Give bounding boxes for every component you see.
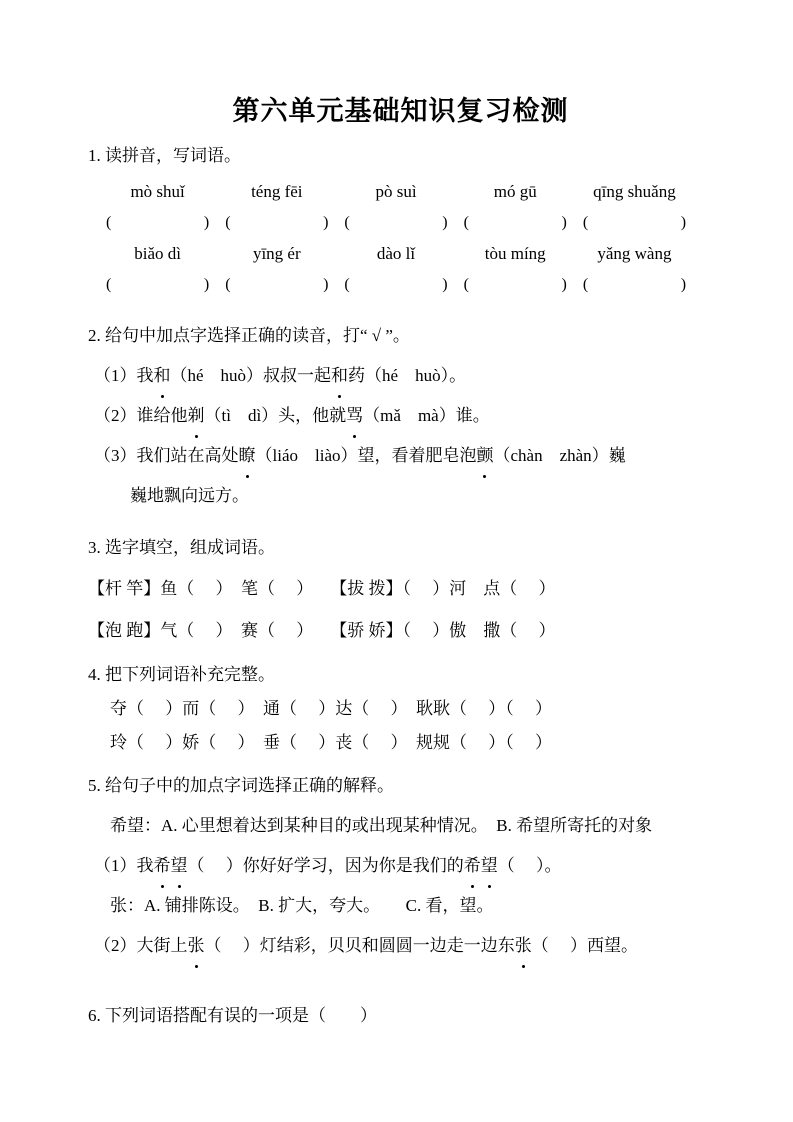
q5-definition-zhang: 张：A. 铺排陈设。 B. 扩大，夸大。 C. 看，望。	[110, 896, 494, 915]
paren-open: (	[344, 276, 350, 293]
dotted-char: 瞭	[239, 436, 256, 476]
text-segment: （chàn zhàn）巍	[493, 446, 626, 465]
paren-close: )	[442, 276, 448, 293]
dotted-char: 张	[188, 926, 205, 966]
paren-open: (	[344, 214, 350, 231]
q1-pinyin-row-1	[98, 176, 694, 208]
answer-blank	[456, 208, 575, 238]
answer-blank	[98, 208, 217, 238]
text-segment: （hé huò）叔叔一起	[170, 366, 332, 385]
dotted-char: 张	[515, 926, 532, 966]
q2-item-3-line-1	[94, 436, 713, 476]
paren-close: )	[561, 276, 567, 293]
answer-blank	[575, 270, 694, 300]
pinyin-word: yīng ér	[252, 244, 301, 263]
q5-definition-xiwang: 希望：A. 心里想着达到某种目的或出现某种情况。 B. 希望所寄托的对象	[110, 816, 653, 835]
paren-close: )	[203, 276, 210, 293]
text-segment: （liáo liào）望，看着肥皂泡	[255, 446, 477, 465]
text-segment: 药（hé huò）。	[348, 366, 467, 385]
text-segment: （3）我们站在高处	[94, 446, 239, 465]
answer-blank	[336, 208, 455, 238]
text-segment: 巍地飘向远方。	[130, 486, 249, 505]
q2-item-2	[94, 396, 713, 436]
dotted-char: 颤	[476, 436, 493, 476]
q2-label: 2. 给句中加点字选择正确的读音，打“ √ ”。	[88, 326, 410, 345]
q4-row-2: 玲（ ）娇（ ） 垂（ ）丧（ ） 规规（ ）（ ）	[110, 733, 552, 752]
paren-open: (	[463, 276, 469, 293]
q5-label: 5. 给句子中的加点字词选择正确的解释。	[88, 776, 394, 795]
dotted-char: 希	[154, 846, 171, 886]
q2-item-1	[94, 356, 713, 396]
paren-close: )	[323, 214, 329, 231]
text-segment: （ ）灯结彩，贝贝和圆圆一边走一边东	[204, 936, 515, 955]
dotted-char: 望	[481, 846, 498, 886]
q1-pinyin-row-2	[98, 238, 694, 270]
paren-close: )	[442, 214, 448, 231]
paren-open: (	[225, 214, 231, 231]
q1-blank-row-2	[98, 270, 694, 300]
dotted-char: 和	[154, 356, 171, 396]
q1-label: 1. 读拼音，写词语。	[88, 146, 241, 165]
pinyin-word: mó gū	[493, 182, 537, 201]
q3-label: 3. 选字填空，组成词语。	[88, 538, 275, 557]
text-segment: （ ）。	[497, 856, 562, 875]
answer-blank	[336, 270, 455, 300]
pinyin-word: yǎng wàng	[597, 244, 672, 263]
dotted-char: 望	[171, 846, 188, 886]
paren-open: (	[463, 214, 469, 231]
q4-label: 4. 把下列词语补充完整。	[88, 665, 275, 684]
paren-close: )	[323, 276, 329, 293]
text-segment: （2）大街上	[94, 936, 188, 955]
answer-blank	[456, 270, 575, 300]
q5-item-1	[94, 846, 713, 886]
pinyin-word: dào lǐ	[376, 244, 416, 263]
paren-open: (	[106, 276, 112, 293]
pinyin-word: téng fēi	[251, 182, 303, 201]
pinyin-word: mò shuǐ	[130, 182, 185, 201]
q3-row-1: 【杆 竿】鱼（ ） 笔（ ） 【拔 拨】（ ）河 点（ ）	[88, 579, 556, 598]
pinyin-word: biǎo dì	[134, 244, 181, 263]
q1-blank-row-1	[98, 208, 694, 238]
text-segment: （1）我	[94, 856, 154, 875]
answer-blank	[217, 270, 336, 300]
text-segment: （2）谁给他	[94, 406, 188, 425]
paren-open: (	[582, 214, 589, 231]
text-segment: （ ）西望。	[531, 936, 638, 955]
paren-open: (	[582, 276, 589, 293]
q5-item-2	[94, 926, 713, 966]
pinyin-word: pò suì	[375, 182, 417, 201]
text-segment: （ ）你好好学习，因为你是我们的	[187, 856, 464, 875]
answer-blank	[217, 208, 336, 238]
page-title: 第六单元基础知识复习检测	[232, 96, 569, 126]
paren-close: )	[561, 214, 567, 231]
q2-item-3-line-2	[130, 476, 713, 516]
paren-open: (	[225, 276, 231, 293]
text-segment: （tì dì）头，他就	[204, 406, 347, 425]
dotted-char: 骂	[346, 396, 363, 436]
paren-close: )	[680, 214, 687, 231]
dotted-char: 和	[331, 356, 348, 396]
text-segment: （1）我	[94, 366, 154, 385]
paren-close: )	[203, 214, 210, 231]
dotted-char: 希	[464, 846, 481, 886]
q3-row-2: 【泡 跑】气（ ） 赛（ ） 【骄 娇】（ ）傲 撒（ ）	[88, 621, 556, 640]
q4-row-1: 夺（ ）而（ ） 通（ ）达（ ） 耿耿（ ）（ ）	[110, 699, 552, 718]
text-segment: （mǎ mà）谁。	[363, 406, 490, 425]
pinyin-word: qīng shuǎng	[593, 182, 676, 201]
dotted-char: 剃	[188, 396, 205, 436]
q6-label: 6. 下列词语搭配有误的一项是（ ）	[88, 1006, 377, 1025]
answer-blank	[575, 208, 694, 238]
pinyin-word: tòu míng	[484, 244, 546, 263]
paren-open: (	[106, 214, 112, 231]
paren-close: )	[680, 276, 687, 293]
answer-blank	[98, 270, 217, 300]
